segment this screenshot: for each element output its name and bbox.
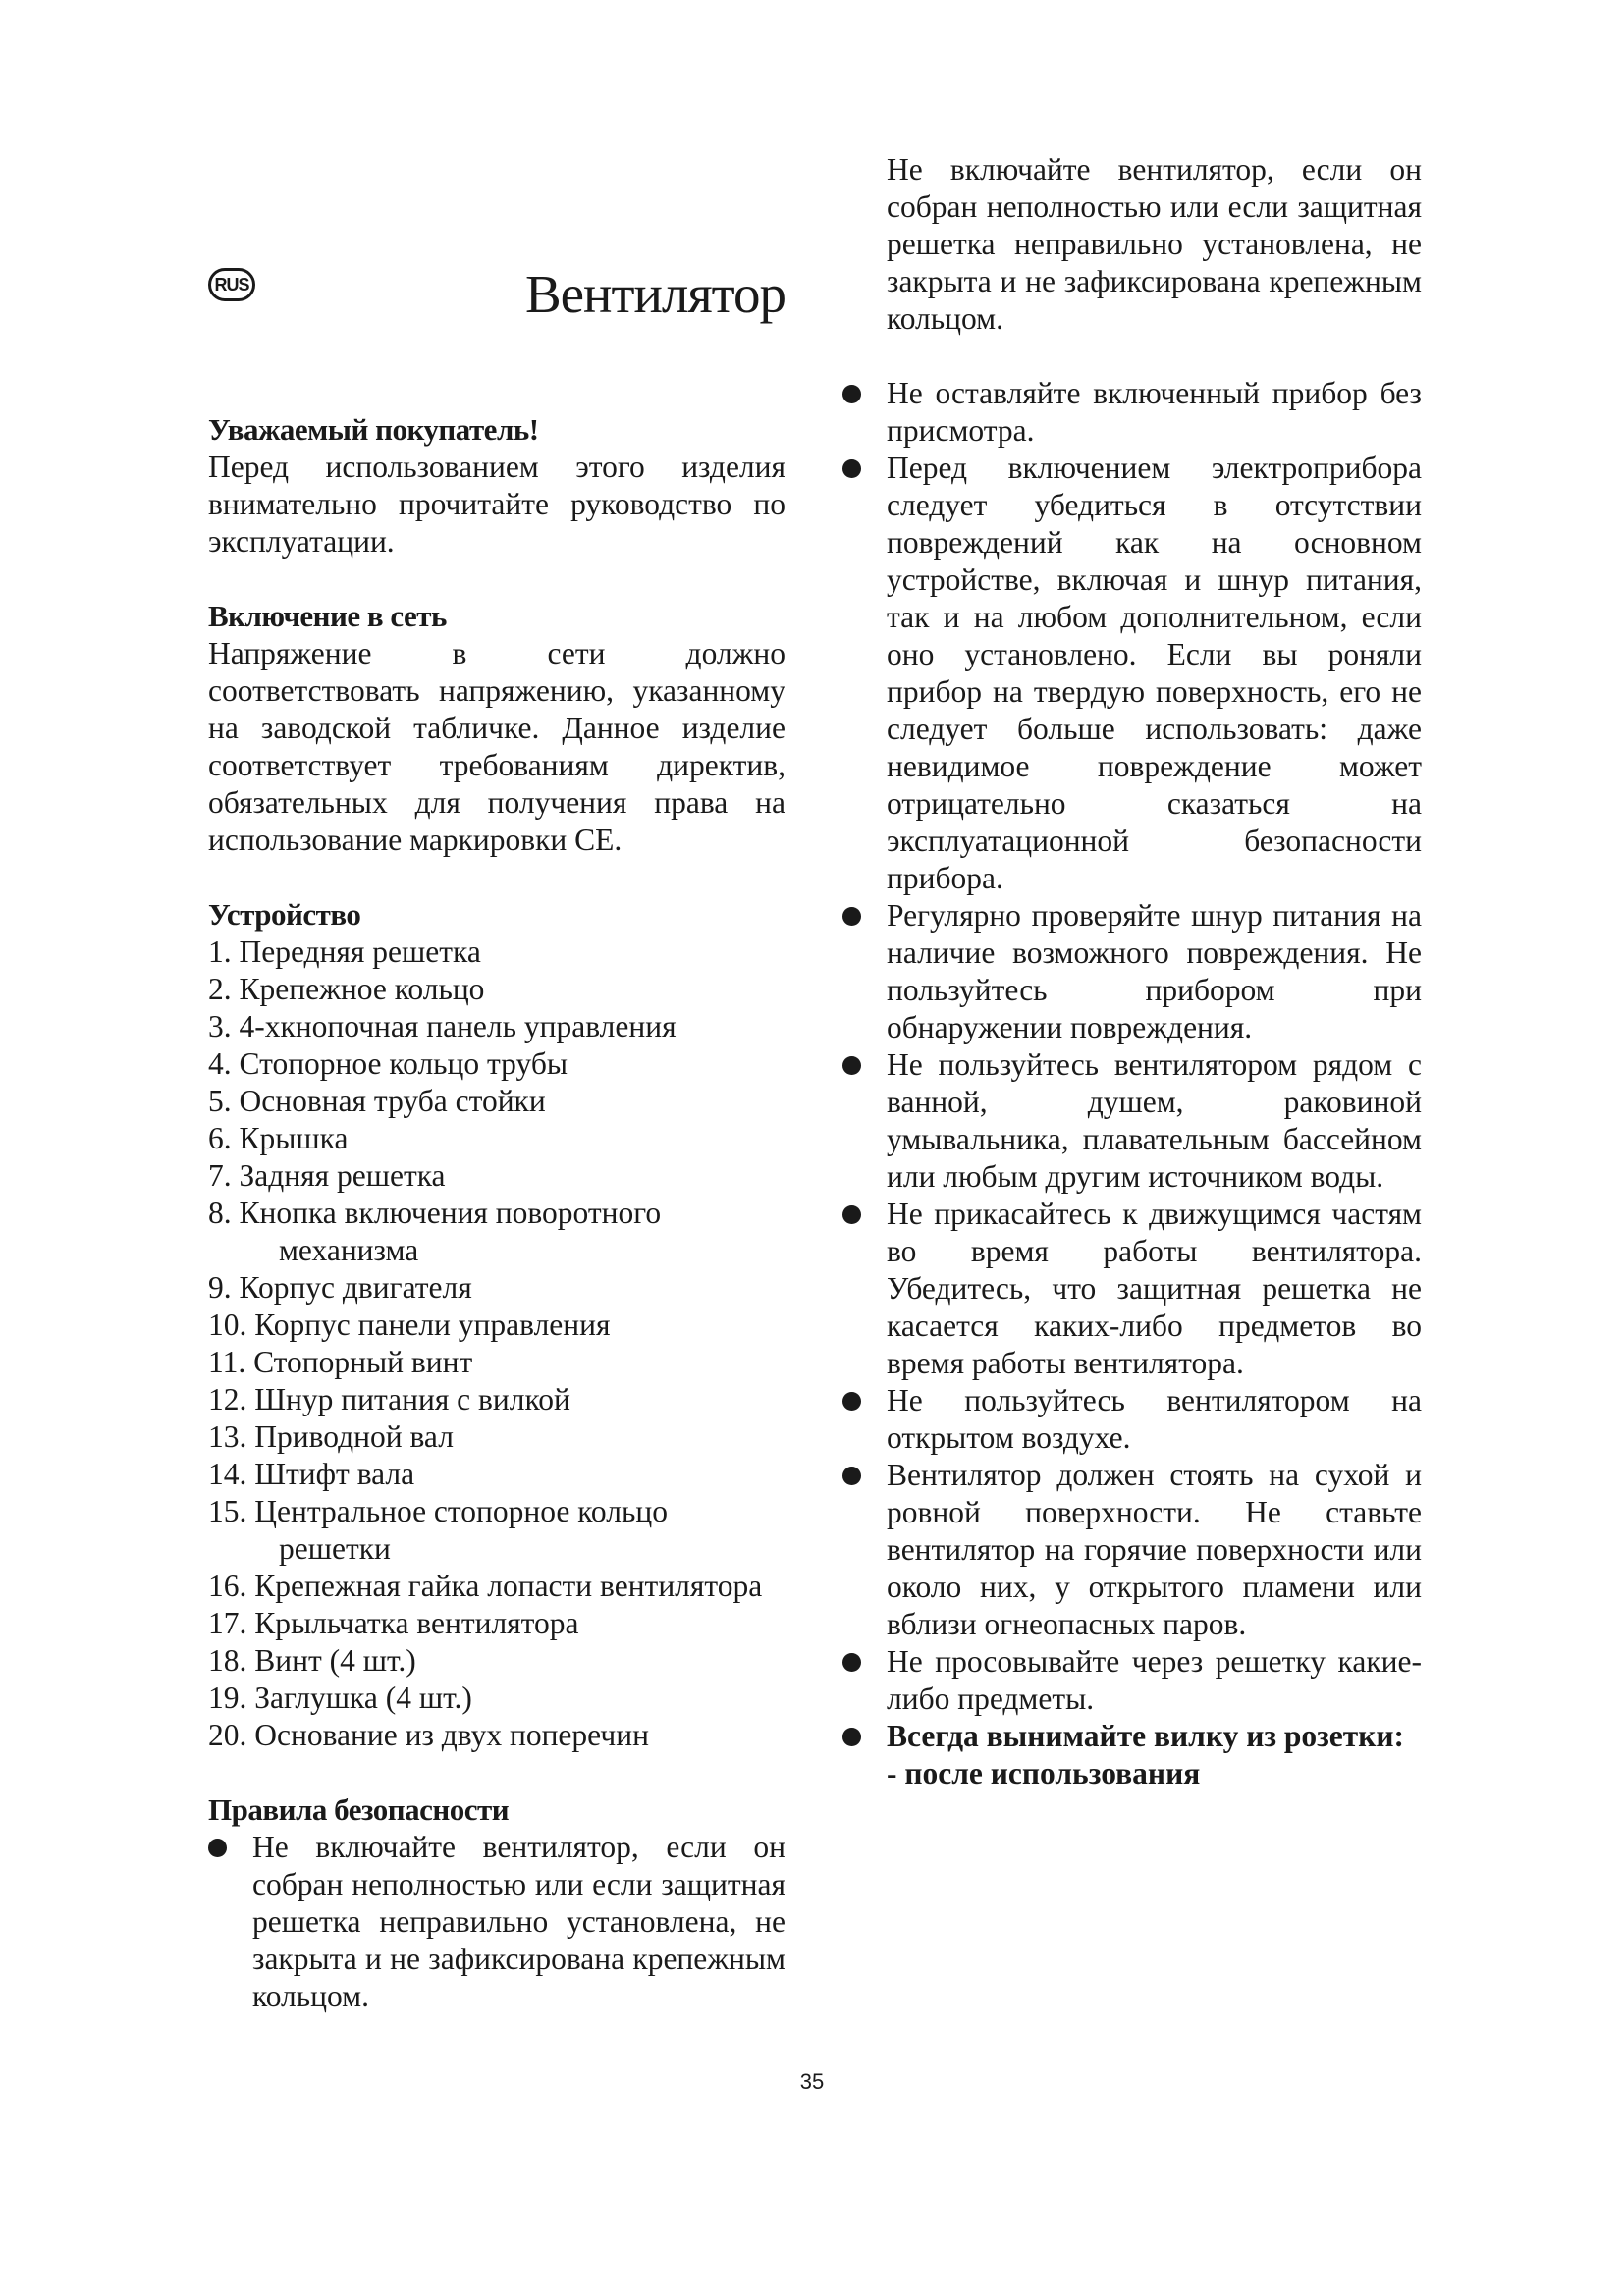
power-text: Напряжение в сети должно соответствовать напряжению, указанному на заводской табличке. Данное изделие соответствует требованиям директив, обязательных для получения права на использование маркировки CE. xyxy=(208,636,785,857)
intro-heading: Уважаемый покупатель! xyxy=(208,412,539,447)
bullet-icon xyxy=(842,459,861,478)
safety-list xyxy=(842,375,1422,1755)
parts-list-item: 9. Корпус двигателя xyxy=(208,1270,472,1305)
parts-list-item: 15. Центральное стопорное кольцо решетки xyxy=(208,1494,668,1566)
parts-list-item: 1. Передняя решетка xyxy=(208,934,481,969)
safety-item xyxy=(842,1382,1422,1457)
safety-item-text: Не пользуйтесь вентилятором на открытом воздухе. xyxy=(887,1383,1422,1455)
safety-item xyxy=(842,1046,1422,1196)
unplug-heading: Всегда вынимайте вилку из розетки: xyxy=(887,1719,1405,1753)
continued-text: Не включайте вентилятор, если он собран неполностью или если защитная решетка неправильно установлена, не закрыта и не зафиксирована крепежным кольцом. xyxy=(887,152,1422,336)
parts-list-item: 8. Кнопка включения поворотного механизма xyxy=(208,1196,662,1267)
safety-item xyxy=(842,375,1422,450)
parts-list-item: 14. Штифт вала xyxy=(208,1457,415,1491)
safety-section xyxy=(208,1791,785,2013)
language-badge: RUS xyxy=(208,268,255,301)
parts-list-item: 5. Основная труба стойки xyxy=(208,1084,546,1118)
power-heading: Включение в сеть xyxy=(208,599,447,633)
safety-item-text: Вентилятор должен стоять на сухой и ровной поверхности. Не ставьте вентилятор на горячие поверхности или около них, у открытого пламени или вблизи огнеопасных паров. xyxy=(887,1458,1422,1641)
bullet-icon xyxy=(842,1728,861,1746)
safety-item-text: Не просовывайте через решетку какие-либо предметы. xyxy=(887,1644,1422,1716)
device-section xyxy=(208,896,785,1754)
bullet-icon xyxy=(842,1205,861,1224)
safety-item-unplug xyxy=(842,1718,1422,1755)
safety-item-text: Не оставляйте включенный прибор без присмотра. xyxy=(887,376,1422,448)
power-section xyxy=(208,598,785,859)
bullet-icon xyxy=(208,1839,227,1857)
parts-list-item: 18. Винт (4 шт.) xyxy=(208,1643,416,1678)
parts-list-item: 12. Шнур питания с вилкой xyxy=(208,1382,570,1416)
page-title: Вентилятор xyxy=(524,264,785,324)
safety-item xyxy=(842,1457,1422,1643)
parts-list-item: 13. Приводной вал xyxy=(208,1419,454,1454)
safety-item xyxy=(208,1829,785,2013)
safety-item-text: Не прикасайтесь к движущимся частям во время работы вентилятора. Убедитесь, что защитная решетка не касается каких-либо предметов во время работы вентилятора. xyxy=(887,1197,1422,1380)
left-column xyxy=(208,260,785,2013)
bullet-icon xyxy=(842,907,861,926)
parts-list-item: 3. 4-хкнопочная панель управления xyxy=(208,1009,677,1043)
device-heading: Устройство xyxy=(208,897,361,932)
bullet-icon xyxy=(842,385,861,403)
parts-list-item: 17. Крыльчатка вентилятора xyxy=(208,1606,579,1640)
parts-list-item: 10. Корпус панели управления xyxy=(208,1308,611,1342)
page-number: 35 xyxy=(799,2069,825,2094)
safety-continuation xyxy=(842,152,1422,375)
intro-text: Перед использованием этого изделия внимательно прочитайте руководство по эксплуатации. xyxy=(208,450,785,559)
safety-item-text: Не пользуйтесь вентилятором рядом с ванной, душем, раковиной умывальника, плавательным бассейном или любым другим источником воды. xyxy=(887,1047,1422,1194)
safety-item-text: Не включайте вентилятор, если он собран неполностью или если защитная решетка неправильно установлена, не закрыта и не зафиксирована крепежным кольцом. xyxy=(252,1830,785,2013)
safety-list-start xyxy=(208,1829,785,2013)
page-header xyxy=(208,260,785,329)
parts-list-item: 20. Основание из двух поперечин xyxy=(208,1718,649,1752)
right-column xyxy=(842,152,1422,1792)
safety-item-text: Регулярно проверяйте шнур питания на наличие возможного повреждения. Не пользуйтесь прибором при обнаружении повреждения. xyxy=(887,898,1422,1044)
parts-list-item: 7. Задняя решетка xyxy=(208,1158,446,1193)
parts-list xyxy=(208,934,785,1754)
bullet-icon xyxy=(842,1056,861,1075)
parts-list-item: 2. Крепежное кольцо xyxy=(208,972,485,1006)
safety-item xyxy=(842,450,1422,897)
parts-list-item: 6. Крышка xyxy=(208,1121,349,1155)
safety-item xyxy=(842,1643,1422,1718)
parts-list-item: 19. Заглушка (4 шт.) xyxy=(208,1681,472,1715)
safety-item xyxy=(842,897,1422,1046)
bullet-icon xyxy=(842,1653,861,1672)
safety-item-text: Перед включением электроприбора следует убедиться в отсутствии повреждений как на основном устройстве, включая и шнур питания, так и на любом дополнительном, если оно установлено. Если вы роняли прибор на твердую поверхность, его не следует больше использовать: даже невидимое повреждение может отрицательно сказаться на эксплуатационной безопасности прибора. xyxy=(887,451,1422,895)
parts-list-item: 16. Крепежная гайка лопасти вентилятора xyxy=(208,1569,763,1603)
parts-list-item: 11. Стопорный винт xyxy=(208,1345,473,1379)
safety-heading: Правила безопасности xyxy=(208,1792,510,1827)
intro-section xyxy=(208,411,785,561)
bullet-icon xyxy=(842,1467,861,1485)
bullet-icon xyxy=(842,1392,861,1411)
unplug-sub-item: - после использования xyxy=(887,1756,1201,1790)
safety-item xyxy=(842,1196,1422,1382)
parts-list-item: 4. Стопорное кольцо трубы xyxy=(208,1046,568,1081)
